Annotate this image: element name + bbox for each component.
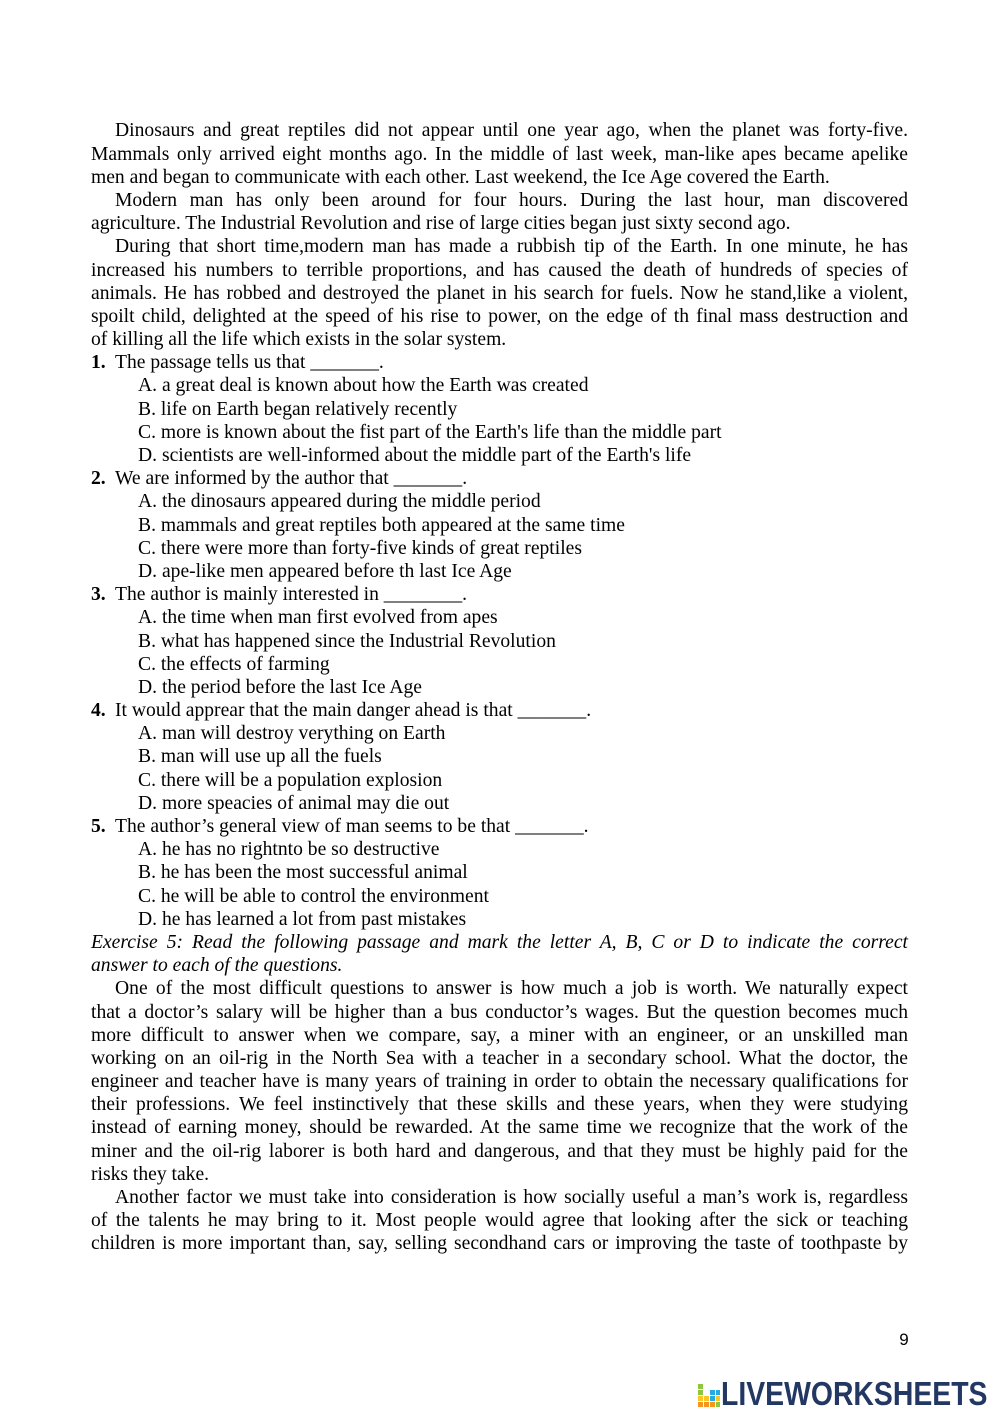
- passage-line: animals. He has robbed and destroyed the planet in his search for fuels. Now he stand,like a violent,: [91, 282, 908, 304]
- exercise-5-line: that a doctor’s salary will be higher than a bus conductor’s wages. But the question becomes much: [91, 1001, 908, 1023]
- exercise-5-line: Another factor we must take into consideration is how socially useful a man’s work is, regardless: [115, 1187, 908, 1209]
- passage-line: spoilt child, delighted at the speed of his rise to power, on the edge of th final mass destruction and: [91, 305, 908, 327]
- question-1-stem: The passage tells us that _______.: [115, 352, 384, 374]
- liveworksheets-logo: [697, 1375, 997, 1412]
- question-5-option-d: D. he has learned a lot from past mistakes: [138, 908, 467, 930]
- question-2-stem-line: [91, 467, 908, 490]
- exercise-5-line: working on an oil-rig in the North Sea with a teacher in a secondary school. What the doctor, the: [91, 1047, 908, 1069]
- passage-line: Dinosaurs and great reptiles did not appear until one year ago, when the planet was forty-five.: [115, 120, 908, 142]
- exercise-5-line: their professions. We feel instinctively that these skills and these years, when they were studying: [91, 1094, 908, 1116]
- passage-line: During that short time,modern man has made a rubbish tip of the Earth. In one minute, he has: [115, 236, 908, 258]
- question-4-option-d: D. more speacies of animal may die out: [138, 792, 450, 814]
- passage-paragraph-3: [91, 235, 908, 351]
- question-1-option-b: B. life on Earth began relatively recently: [138, 398, 458, 420]
- exercise-5-line: instead of earning money, should be rewarded. At the same time we recognize that the work of the: [91, 1117, 908, 1139]
- page-number: 9: [899, 1330, 909, 1349]
- question-2-option-a: A. the dinosaurs appeared during the middle period: [138, 491, 541, 513]
- question-2: [91, 467, 908, 583]
- question-3: [91, 583, 908, 699]
- liveworksheets-logo-icon: [697, 1382, 721, 1408]
- exercise-5-line: more difficult to answer when we compare, say, a miner with an engineer, or an unskilled man: [91, 1024, 908, 1046]
- question-4-option-c: C. there will be a population explosion: [138, 769, 443, 791]
- question-4: [91, 699, 908, 815]
- question-3-option-a: A. the time when man first evolved from apes: [138, 607, 498, 629]
- exercise-5-instruction-line: answer to each of the questions.: [91, 955, 343, 977]
- passage-line: of killing all the life which exists in the solar system.: [91, 329, 507, 351]
- exercise-5-line: of the talents he may bring to it. Most people would agree that looking after the sick or teaching: [91, 1210, 908, 1232]
- question-5-option-c: C. he will be able to control the environment: [138, 885, 489, 907]
- exercise-5-line: children is more important than, say, selling secondhand cars or improving the taste of toothpaste by: [91, 1233, 908, 1255]
- question-5-stem-line: [91, 815, 908, 838]
- question-1-option-a: A. a great deal is known about how the Earth was created: [138, 375, 589, 397]
- question-1-option-c: C. more is known about the fist part of the Earth's life than the middle part: [138, 421, 722, 443]
- question-3-option-d: D. the period before the last Ice Age: [138, 676, 422, 698]
- page-content: [91, 119, 908, 1255]
- question-5-option-a: A. he has no rightnto be so destructive: [138, 839, 440, 861]
- question-1-option-d: D. scientists are well-informed about the middle part of the Earth's life: [138, 445, 692, 467]
- question-4-number: 4.: [91, 700, 106, 722]
- passage-line: Modern man has only been around for four hours. During the last hour, man discovered: [115, 189, 908, 211]
- question-5-option-b: B. he has been the most successful animal: [138, 862, 468, 884]
- exercise-5-line: engineer and teacher have is many years of training in order to obtain the necessary qualifications for: [91, 1071, 908, 1093]
- liveworksheets-logo-text: LIVEWORKSHEETS: [721, 1375, 988, 1412]
- question-4-stem-line: [91, 699, 908, 722]
- question-5-stem: The author’s general view of man seems to be that _______.: [115, 816, 589, 838]
- passage-line: Mammals only arrived eight months ago. In the middle of last week, man-like apes became apelike: [91, 143, 908, 165]
- question-3-stem: The author is mainly interested in ________.: [115, 584, 468, 606]
- question-3-stem-line: [91, 583, 908, 606]
- passage-line: men and began to communicate with each other. Last weekend, the Ice Age covered the Earth.: [91, 166, 830, 188]
- question-3-option-c: C. the effects of farming: [138, 653, 330, 675]
- question-1: [91, 351, 908, 467]
- exercise-5-line: One of the most difficult questions to answer is how much a job is worth. We naturally expect: [115, 978, 908, 1000]
- question-2-stem: We are informed by the author that _______.: [115, 468, 468, 490]
- exercise-5-line: risks they take.: [91, 1163, 210, 1185]
- question-1-stem-line: [91, 351, 908, 374]
- passage-line: increased his numbers to terrible proportions, and has caused the death of hundreds of species of: [91, 259, 908, 281]
- question-1-number: 1.: [91, 352, 106, 374]
- question-3-option-b: B. what has happened since the Industrial Revolution: [138, 630, 556, 652]
- exercise-5-paragraph-2: [91, 1186, 908, 1256]
- passage-paragraph-1: [91, 119, 908, 189]
- question-5-number: 5.: [91, 816, 106, 838]
- question-4-option-a: A. man will destroy verything on Earth: [138, 723, 446, 745]
- question-4-option-b: B. man will use up all the fuels: [138, 746, 382, 768]
- question-4-stem: It would apprear that the main danger ahead is that _______.: [115, 700, 592, 722]
- passage-paragraph-2: [91, 189, 908, 235]
- exercise-5-instruction-line: Exercise 5: Read the following passage and mark the letter A, B, C or D to indicate the correct: [91, 931, 908, 953]
- exercise-5-instruction: [91, 931, 908, 977]
- exercise-5-paragraph-1: [91, 977, 908, 1186]
- question-2-number: 2.: [91, 468, 106, 490]
- question-2-option-b: B. mammals and great reptiles both appeared at the same time: [138, 514, 625, 536]
- question-2-option-d: D. ape-like men appeared before th last Ice Age: [138, 560, 512, 582]
- question-2-option-c: C. there were more than forty-five kinds of great reptiles: [138, 537, 582, 559]
- question-3-number: 3.: [91, 584, 106, 606]
- passage-line: agriculture. The Industrial Revolution and rise of large cities began just sixty second ago.: [91, 213, 791, 235]
- question-5: [91, 815, 908, 931]
- exercise-5-line: miner and the oil-rig laborer is both hard and dangerous, and that they must be highly paid for the: [91, 1140, 908, 1162]
